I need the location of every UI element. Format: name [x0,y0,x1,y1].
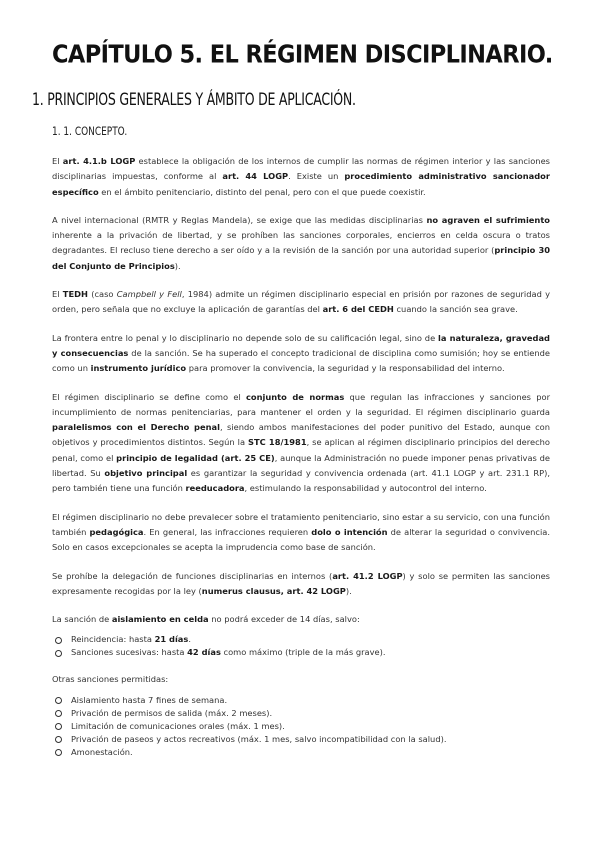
text: El [52,289,63,300]
text: El [52,156,63,166]
other-sanctions-list [52,694,550,759]
bold-term: art. 6 del CEDH [322,304,394,315]
bold-term: pedagógica [89,526,144,537]
bold-term: 42 días [187,647,221,658]
chapter-title: CAPÍTULO 5. EL RÉGIMEN DISCIPLINARIO. [52,40,553,70]
text: El régimen disciplinario no debe prevalecer sobre el tratamiento penitenciario, sino estar a su servicio, con una función también [52,511,550,537]
text: cuando la sanción sea grave. [393,304,518,315]
circle-bullet-icon [55,749,62,756]
text: , aunque la Administración no puede imponer penas privativas de libertad. Su [52,452,551,479]
text: , se aplican al régimen disciplinario principios del derecho penal, como el [52,437,550,463]
text: es garantizar la seguridad y convivencia ordenada (art. 41.1 LOGP y art. 231.1 RP), pero también tiene una función [52,468,550,494]
text: en el ámbito penitenciario, distinto del penal, pero con el que puede coexistir. [98,186,426,197]
paragraph-5 [52,390,550,497]
bold-term: objetivo principal [104,468,188,479]
bold-term: art. 44 LOGP [222,171,289,182]
text: Amonestación. [71,746,133,757]
bold-term: paralelismos con el Derecho penal [52,422,220,433]
list-item [54,707,550,720]
list-item [54,633,550,646]
bold-term: principio 30 del Conjunto de Principios [52,245,550,271]
circle-bullet-icon [55,697,62,704]
text: Se prohíbe la delegación de funciones disciplinarias en internos ( [52,570,333,581]
paragraph-7 [52,569,550,600]
paragraph-6 [52,510,550,556]
text: para promover la convivencia, la seguridad y la responsabilidad del interno. [186,363,505,374]
text: que regulan las infracciones y sanciones por incumplimiento de normas penitenciarias, para mantener el orden y la seguridad. El régimen disciplinario guarda [52,391,550,417]
other-sanctions-intro: Otras sanciones permitidas: [52,674,169,685]
text: establece la obligación de los internos de cumplir las normas de régimen interior y las sanciones disciplinarias impuestas, conforme al [52,156,550,182]
bold-term: reeducadora [185,483,245,494]
bold-term: art. 4.1.b LOGP [62,156,136,166]
text: ). [345,585,352,596]
paragraph-4 [52,331,550,377]
text: La frontera entre lo penal y lo disciplinario no depende solo de su calificación legal, sino de [52,332,439,343]
text: Privación de paseos y actos recreativos (máx. 1 mes, salvo incompatibilidad con la salud). [71,733,447,744]
text: Aislamiento hasta 7 fines de semana. [71,694,228,705]
bold-term: 21 días [154,634,189,645]
circle-bullet-icon [55,650,62,657]
bold-term: numerus clausus, art. 42 LOGP [201,585,346,596]
text: . [188,634,191,645]
circle-bullet-icon [55,637,62,644]
bold-term: STC 18/1981 [248,437,307,448]
text: inherente a la privación de libertad, y se prohíben las sanciones corporales, encierros en celda oscura o tratos degradantes. El recluso tiene derecho a ser oído y a la revisión de la sanción por una autoridad superior ( [52,230,550,256]
bold-term: conjunto de normas [246,391,345,402]
list-item [54,694,550,707]
text: . Existe un [288,171,345,182]
text: como máximo (triple de la más grave). [220,647,386,658]
paragraph-8 [52,612,550,627]
section-title: 1. PRINCIPIOS GENERALES Y ÁMBITO DE APLICACIÓN. [32,90,356,110]
text: Sanciones sucesivas: hasta [71,647,188,658]
text: , estimulando la responsabilidad y autocontrol del interno. [244,483,487,494]
bold-term: principio de legalidad (art. 25 CE) [116,452,275,463]
bold-term: art. 41.2 LOGP [332,570,403,581]
bold-term: instrumento jurídico [90,363,187,374]
text: de alterar la seguridad o convivencia. Solo en casos excepcionales se acepta la imprudencia como base de sanción. [52,526,551,553]
text: de la sanción. Se ha superado el concepto tradicional de disciplina como sumisión; hoy se entiende como un [52,347,550,374]
text: ). [174,260,181,271]
paragraph-1 [52,154,550,200]
exceptions-list [52,633,550,659]
text: ) y solo se permiten las sanciones expresamente recogidas por la ley ( [52,570,551,596]
subsection-title: 1. 1. CONCEPTO. [52,124,128,138]
text: La sanción de [52,614,112,625]
text: A nivel internacional (RMTR y Reglas Mandela), se exige que las medidas disciplinarias [52,214,427,225]
text: . En general, las infracciones requieren [143,526,312,537]
paragraph-3 [52,287,550,318]
circle-bullet-icon [55,736,62,743]
text: no podrá exceder de 14 días, salvo: [208,614,360,625]
italic-term: Campbell y Fell [116,289,182,300]
text: Limitación de comunicaciones orales (máx. 1 mes). [71,720,285,731]
bold-term: aislamiento en celda [111,614,209,625]
text: El régimen disciplinario se define como el [52,391,246,402]
text: , siendo ambos manifestaciones del poder punitivo del Estado, aunque con objetivos y procedimientos distintos. Según la [52,422,551,448]
circle-bullet-icon [55,710,62,717]
list-item [54,746,550,759]
list-item [54,646,550,659]
bold-term: la naturaleza, gravedad y consecuencias [52,332,550,358]
text: Privación de permisos de salida (máx. 2 meses). [71,707,273,718]
text: , 1984) admite un régimen disciplinario especial en prisión por razones de seguridad y orden, pero señala que no excluye la aplicación de garantías del [52,289,550,315]
text: (caso [87,289,117,300]
circle-bullet-icon [55,723,62,730]
bold-term: TEDH [62,289,88,300]
bold-term: dolo o intención [311,526,388,537]
list-item [54,733,550,746]
bold-term: procedimiento administrativo sancionador específico [52,171,550,197]
text: Reincidencia: hasta [71,634,155,645]
bold-term: no agraven el sufrimiento [426,214,550,225]
paragraph-2 [52,213,550,274]
list-item [54,720,550,733]
